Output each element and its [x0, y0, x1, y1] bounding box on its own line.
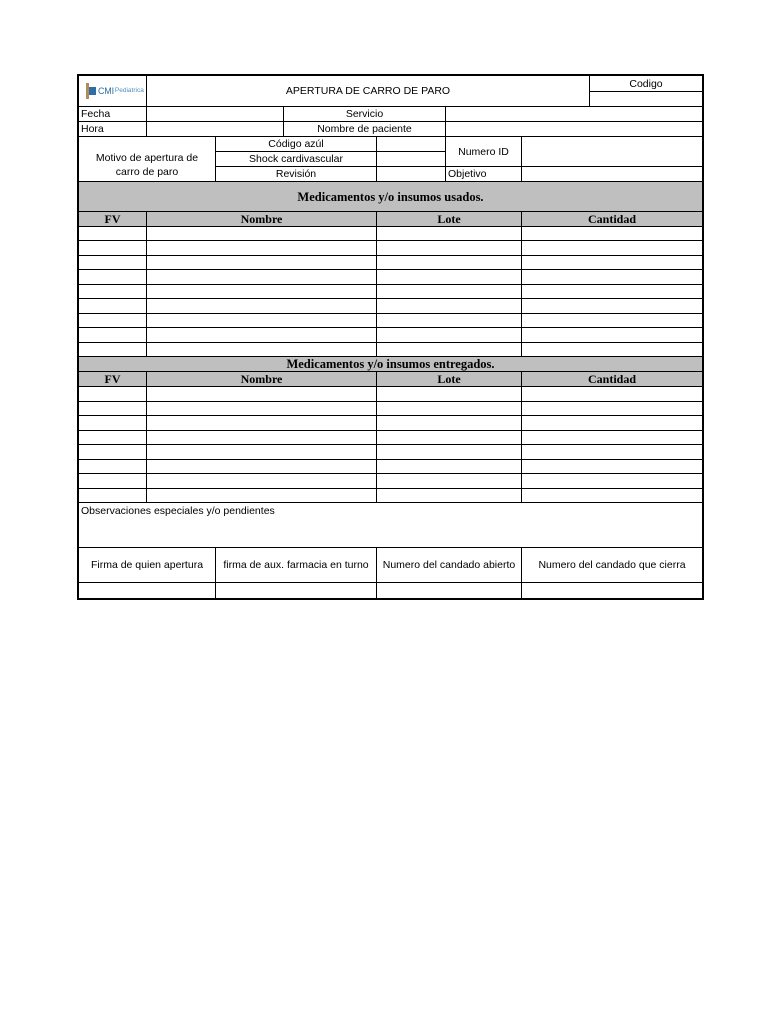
entregados-lote-cell — [376, 386, 522, 402]
fecha-value — [146, 106, 284, 122]
entregados-section-title: Medicamentos y/o insumos entregados. — [78, 356, 703, 372]
table-row — [78, 298, 703, 314]
entregados-column-fv: FV — [78, 371, 147, 387]
entregados-cantidad-cell — [521, 415, 703, 431]
candado-cierra-value — [521, 582, 703, 599]
entregados-fv-cell — [78, 473, 147, 489]
logo-mark-text: CMI — [98, 86, 114, 96]
usados-fv-cell — [78, 342, 147, 357]
table-row — [78, 473, 703, 489]
usados-cantidad-cell — [521, 342, 703, 357]
code-label: Codigo — [589, 75, 703, 92]
motivo-option-shock: Shock cardivascular — [215, 151, 377, 167]
usados-fv-cell — [78, 255, 147, 270]
entregados-fv-cell — [78, 459, 147, 474]
entregados-lote-cell — [376, 401, 522, 416]
entregados-cantidad-cell — [521, 459, 703, 474]
table-row — [78, 226, 703, 241]
entregados-lote-cell — [376, 473, 522, 489]
objetivo-value — [521, 166, 703, 182]
entregados-nombre-cell — [146, 401, 377, 416]
entregados-nombre-cell — [146, 473, 377, 489]
entregados-nombre-cell — [146, 459, 377, 474]
usados-nombre-cell — [146, 342, 377, 357]
usados-lote-cell — [376, 226, 522, 241]
entregados-lote-cell — [376, 444, 522, 460]
entregados-column-lote: Lote — [376, 371, 522, 387]
motivo-mark-revision — [376, 166, 446, 182]
usados-lote-cell — [376, 298, 522, 314]
usados-lote-cell — [376, 255, 522, 270]
entregados-nombre-cell — [146, 415, 377, 431]
usados-cantidad-cell — [521, 255, 703, 270]
entregados-fv-cell — [78, 444, 147, 460]
entregados-fv-cell — [78, 415, 147, 431]
usados-lote-cell — [376, 342, 522, 357]
candado-abierto-value — [376, 582, 522, 599]
entregados-cantidad-cell — [521, 444, 703, 460]
form-title: APERTURA DE CARRO DE PARO — [146, 75, 590, 107]
hora-label: Hora — [78, 121, 147, 137]
paciente-label: Nombre de paciente — [283, 121, 446, 137]
entregados-fv-cell — [78, 386, 147, 402]
table-row — [78, 415, 703, 431]
usados-column-cantidad: Cantidad — [521, 211, 703, 227]
motivo-label-cell — [78, 136, 216, 182]
table-row — [78, 401, 703, 416]
candado-cierra-label: Numero del candado que cierra — [521, 547, 703, 583]
firma-apertura-label: Firma de quien apertura — [78, 547, 216, 583]
observaciones-label: Observaciones especiales y/o pendientes — [81, 505, 275, 517]
table-row — [78, 488, 703, 503]
logo-cell — [78, 75, 147, 107]
table-row — [78, 327, 703, 343]
servicio-label: Servicio — [283, 106, 446, 122]
usados-column-lote: Lote — [376, 211, 522, 227]
motivo-option-codigo-azul: Código azúl — [215, 136, 377, 152]
motivo-option-revision: Revisión — [215, 166, 377, 182]
paciente-value — [445, 121, 703, 137]
entregados-cantidad-cell — [521, 401, 703, 416]
usados-lote-cell — [376, 284, 522, 299]
usados-cantidad-cell — [521, 313, 703, 328]
usados-cantidad-cell — [521, 298, 703, 314]
entregados-cantidad-cell — [521, 386, 703, 402]
table-row — [78, 444, 703, 460]
entregados-nombre-cell — [146, 386, 377, 402]
usados-fv-cell — [78, 269, 147, 285]
usados-fv-cell — [78, 240, 147, 256]
usados-cantidad-cell — [521, 269, 703, 285]
code-value — [589, 91, 703, 107]
entregados-cantidad-cell — [521, 430, 703, 445]
usados-fv-cell — [78, 284, 147, 299]
usados-nombre-cell — [146, 313, 377, 328]
usados-column-fv: FV — [78, 211, 147, 227]
fecha-label: Fecha — [78, 106, 147, 122]
firma-apertura-value — [78, 582, 216, 599]
motivo-mark-codigo-azul — [376, 136, 446, 152]
entregados-cantidad-cell — [521, 473, 703, 489]
usados-cantidad-cell — [521, 240, 703, 256]
usados-nombre-cell — [146, 298, 377, 314]
table-row — [78, 342, 703, 357]
usados-cantidad-cell — [521, 284, 703, 299]
table-row — [78, 459, 703, 474]
logo-name-text: Pediatrica — [114, 87, 144, 94]
usados-cantidad-cell — [521, 226, 703, 241]
numero-id-label: Numero ID — [445, 136, 522, 167]
firma-farmacia-value — [215, 582, 377, 599]
table-row — [78, 430, 703, 445]
motivo-mark-shock — [376, 151, 446, 167]
entregados-lote-cell — [376, 415, 522, 431]
firma-farmacia-label: firma de aux. farmacia en turno — [215, 547, 377, 583]
usados-nombre-cell — [146, 255, 377, 270]
observaciones-cell — [78, 502, 703, 548]
usados-column-nombre: Nombre — [146, 211, 377, 227]
motivo-label: Motivo de apertura de carro de paro — [95, 152, 199, 178]
entregados-nombre-cell — [146, 488, 377, 503]
table-row — [78, 269, 703, 285]
table-row — [78, 240, 703, 256]
entregados-column-cantidad: Cantidad — [521, 371, 703, 387]
entregados-fv-cell — [78, 488, 147, 503]
entregados-cantidad-cell — [521, 488, 703, 503]
table-row — [78, 255, 703, 270]
table-row — [78, 386, 703, 402]
entregados-fv-cell — [78, 401, 147, 416]
entregados-nombre-cell — [146, 430, 377, 445]
entregados-fv-cell — [78, 430, 147, 445]
objetivo-label: Objetivo — [445, 166, 522, 182]
servicio-value — [445, 106, 703, 122]
table-row — [78, 284, 703, 299]
usados-fv-cell — [78, 298, 147, 314]
usados-cantidad-cell — [521, 327, 703, 343]
entregados-lote-cell — [376, 488, 522, 503]
usados-nombre-cell — [146, 269, 377, 285]
usados-lote-cell — [376, 327, 522, 343]
usados-nombre-cell — [146, 284, 377, 299]
entregados-column-nombre: Nombre — [146, 371, 377, 387]
usados-nombre-cell — [146, 240, 377, 256]
usados-nombre-cell — [146, 226, 377, 241]
usados-lote-cell — [376, 313, 522, 328]
numero-id-value — [521, 136, 703, 167]
usados-section-title: Medicamentos y/o insumos usados. — [78, 181, 703, 212]
entregados-lote-cell — [376, 459, 522, 474]
usados-lote-cell — [376, 269, 522, 285]
usados-fv-cell — [78, 226, 147, 241]
table-row — [78, 313, 703, 328]
usados-fv-cell — [78, 313, 147, 328]
entregados-nombre-cell — [146, 444, 377, 460]
usados-fv-cell — [78, 327, 147, 343]
usados-nombre-cell — [146, 327, 377, 343]
entregados-lote-cell — [376, 430, 522, 445]
usados-lote-cell — [376, 240, 522, 256]
cmi-logo-icon — [86, 83, 96, 99]
candado-abierto-label: Numero del candado abierto — [376, 547, 522, 583]
hora-value — [146, 121, 284, 137]
